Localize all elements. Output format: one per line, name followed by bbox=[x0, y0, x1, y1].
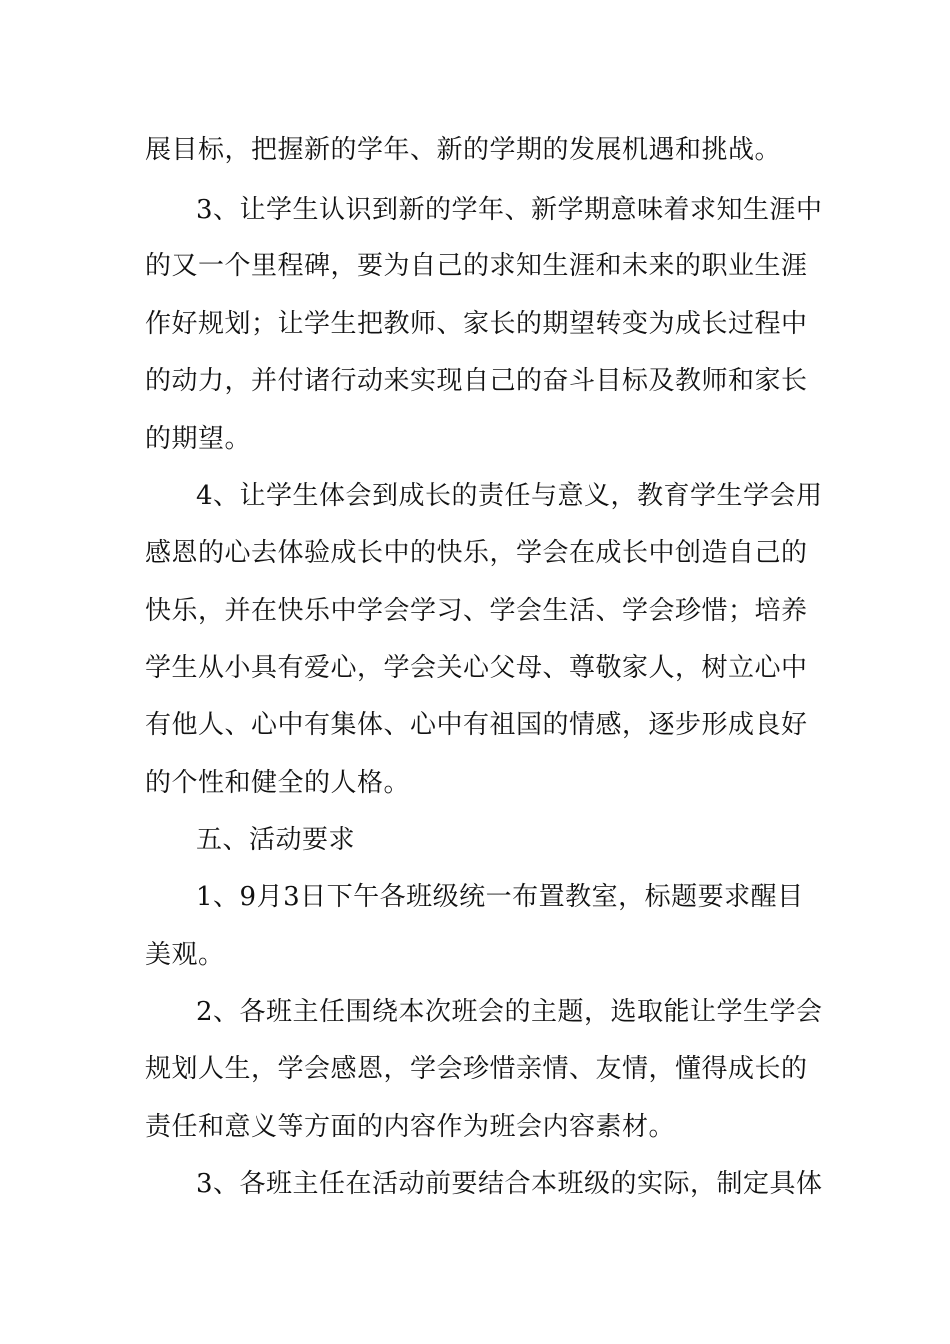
text-line: 1、9月3日下午各班级统一布置教室，标题要求醒目 bbox=[196, 882, 804, 912]
text-line: 的个性和健全的人格。 bbox=[145, 768, 411, 798]
text-line: 的动力，并付诸行动来实现自己的奋斗目标及教师和家长 bbox=[145, 366, 808, 396]
text-line: 有他人、心中有集体、心中有祖国的情感，逐步形成良好 bbox=[145, 710, 808, 740]
text-line: 的期望。 bbox=[145, 424, 252, 454]
text-line: 的又一个里程碑，要为自己的求知生涯和未来的职业生涯 bbox=[145, 251, 808, 281]
text-line: 责任和意义等方面的内容作为班会内容素材。 bbox=[145, 1112, 676, 1142]
text-line: 3、各班主任在活动前要结合本班级的实际，制定具体 bbox=[196, 1169, 823, 1199]
text-line: 2、各班主任围绕本次班会的主题，选取能让学生学会 bbox=[196, 997, 823, 1027]
text-line: 快乐，并在快乐中学会学习、学会生活、学会珍惜；培养 bbox=[145, 596, 808, 626]
text-line: 3、让学生认识到新的学年、新学期意味着求知生涯中 bbox=[196, 195, 823, 225]
text-line: 4、让学生体会到成长的责任与意义，教育学生学会用 bbox=[196, 481, 823, 511]
text-line: 学生从小具有爱心，学会关心父母、尊敬家人，树立心中 bbox=[145, 653, 808, 683]
text-line: 作好规划；让学生把教师、家长的期望转变为成长过程中 bbox=[145, 309, 808, 339]
text-line: 规划人生，学会感恩，学会珍惜亲情、友情，懂得成长的 bbox=[145, 1054, 808, 1084]
section-heading: 五、活动要求 bbox=[196, 825, 356, 855]
text-line: 展目标，把握新的学年、新的学期的发展机遇和挑战。 bbox=[145, 135, 782, 165]
text-line: 美观。 bbox=[145, 940, 225, 970]
text-line: 感恩的心去体验成长中的快乐，学会在成长中创造自己的 bbox=[145, 538, 808, 568]
